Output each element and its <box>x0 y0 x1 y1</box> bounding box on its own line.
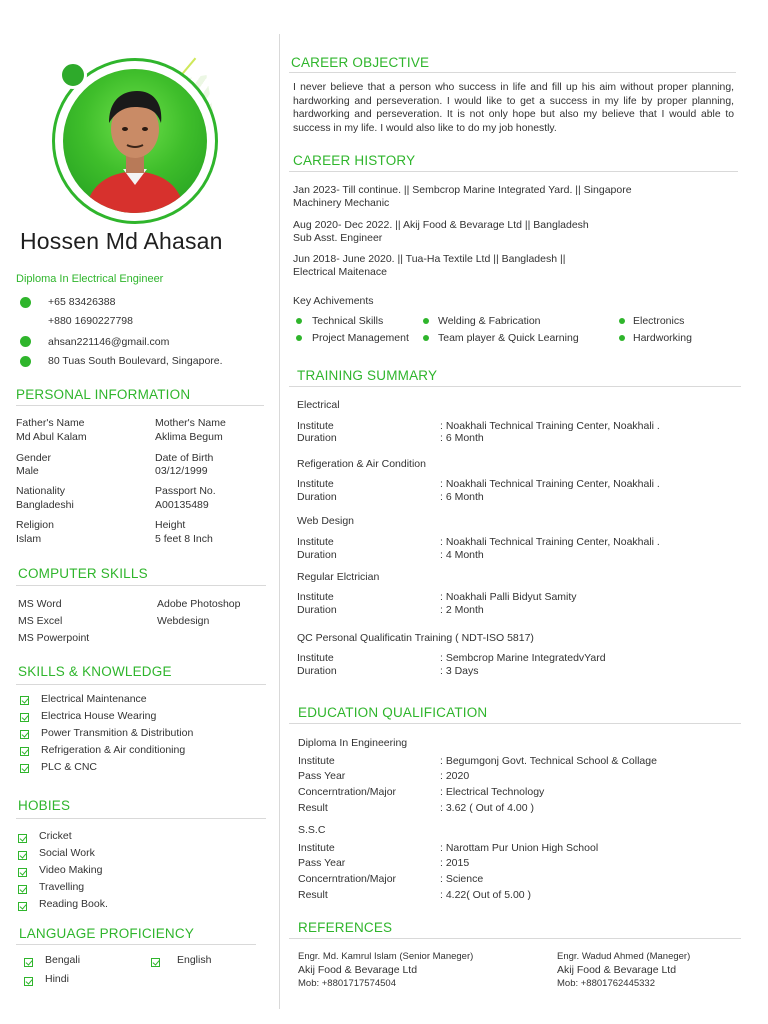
passport-label: Passport No. <box>155 485 216 497</box>
skills-title: SKILLS & KNOWLEDGE <box>18 664 172 679</box>
training-duration-label: Duration <box>297 491 337 503</box>
skill-item: Power Transmition & Distribution <box>41 727 194 739</box>
education-year-label: Pass Year <box>298 857 346 869</box>
hobies-title: HOBIES <box>18 798 71 813</box>
bullet-icon <box>296 335 302 341</box>
training-name: QC Personal Qualificatin Training ( NDT-ISO 5817) <box>297 632 534 644</box>
education-institute: : Begumgonj Govt. Technical School & Collage <box>440 755 657 767</box>
education-major-label: Concerntration/Major <box>298 873 397 885</box>
training-duration: : 3 Days <box>440 665 479 677</box>
language-item: Hindi <box>45 973 69 985</box>
section-rule <box>289 938 741 939</box>
personal-info-title: PERSONAL INFORMATION <box>16 387 191 402</box>
reference-name: Engr. Wadud Ahmed (Maneger) <box>557 951 691 962</box>
training-institute-label: Institute <box>297 478 334 490</box>
phone-secondary: +880 1690227798 <box>48 315 133 327</box>
dob-label: Date of Birth <box>155 452 214 464</box>
training-institute: : Noakhali Technical Training Center, Noakhali . <box>440 536 660 548</box>
height-value: 5 feet 8 Inch <box>155 533 213 545</box>
mother-name-value: Aklima Begum <box>155 431 223 443</box>
height-label: Height <box>155 519 186 531</box>
computer-skill-item: Webdesign <box>157 615 210 627</box>
education-result-label: Result <box>298 802 328 814</box>
references-title: REFERENCES <box>298 920 393 935</box>
objective-text: I never believe that a person who success in life and fill up his aim without proper planning, hardworking and perseveration. I would like to get a success in my life by proper planning, hardworking and perseveration. It is not only hope but also my believe that I would able to success in my life. I would also like to do my job honestly. <box>293 82 734 134</box>
hobby-item: Cricket <box>39 830 72 842</box>
father-name-value: Md Abul Kalam <box>16 431 87 443</box>
home-address: 80 Tuas South Boulevard, Singapore. <box>48 355 223 367</box>
mother-name-label: Mother's Name <box>155 417 226 429</box>
training-institute: : Sembcrop Marine IntegratedvYard <box>440 652 606 664</box>
reference-mobile: Mob: +8801762445332 <box>557 978 655 989</box>
candidate-name: Hossen Md Ahasan <box>20 228 223 254</box>
bullet-icon <box>619 335 625 341</box>
training-name: Refigeration & Air Condition <box>297 458 426 470</box>
religion-value: Islam <box>16 533 42 545</box>
education-name: S.S.C <box>298 824 326 836</box>
training-institute-label: Institute <box>297 536 334 548</box>
training-duration-label: Duration <box>297 665 337 677</box>
training-duration: : 2 Month <box>440 604 484 616</box>
job-line: Jan 2023- Till continue. || Sembcrop Marine Integrated Yard. || Singapore <box>293 184 632 196</box>
education-result-label: Result <box>298 889 328 901</box>
reference-company: Akij Food & Bevarage Ltd <box>298 964 418 976</box>
training-title: TRAINING SUMMARY <box>297 368 438 383</box>
education-result: : 4.22( Out of 5.00 ) <box>440 889 532 901</box>
job-role: Machinery Mechanic <box>293 197 390 209</box>
hobby-item: Travelling <box>39 881 85 893</box>
religion-label: Religion <box>16 519 54 531</box>
achievement-item: Team player & Quick Learning <box>438 332 579 344</box>
bullet-icon <box>423 318 429 324</box>
achievements-title: Key Achivements <box>293 295 374 307</box>
computer-skill-item: Adobe Photoshop <box>157 598 241 610</box>
history-title: CAREER HISTORY <box>293 153 416 168</box>
bullet-icon <box>423 335 429 341</box>
education-year: : 2015 <box>440 857 470 869</box>
achievement-item: Welding & Fabrication <box>438 315 541 327</box>
training-institute: : Noakhali Technical Training Center, Noakhali . <box>440 420 660 432</box>
education-title: EDUCATION QUALIFICATION <box>298 705 488 720</box>
achievement-item: Project Management <box>312 332 409 344</box>
training-name: Electrical <box>297 399 340 411</box>
achievement-item: Electronics <box>633 315 685 327</box>
hobby-item: Social Work <box>39 847 95 859</box>
nationality-label: Nationality <box>16 485 66 497</box>
training-institute: : Noakhali Technical Training Center, Noakhali . <box>440 478 660 490</box>
reference-company: Akij Food & Bevarage Ltd <box>557 964 677 976</box>
training-institute-label: Institute <box>297 420 334 432</box>
passport-value: A00135489 <box>155 499 209 511</box>
language-item: English <box>177 954 212 966</box>
training-duration: : 6 Month <box>440 491 484 503</box>
achievement-item: Technical Skills <box>312 315 384 327</box>
computer-skill-item: MS Word <box>18 598 62 610</box>
education-year-label: Pass Year <box>298 770 346 782</box>
nationality-value: Bangladeshi <box>16 499 74 511</box>
education-result: : 3.62 ( Out of 4.00 ) <box>440 802 534 814</box>
computer-skill-item: MS Excel <box>18 615 63 627</box>
language-item: Bengali <box>45 954 81 966</box>
training-duration-label: Duration <box>297 604 337 616</box>
education-major: : Science <box>440 873 484 885</box>
skill-item: PLC & CNC <box>41 761 98 773</box>
objective-title: CAREER OBJECTIVE <box>291 55 430 70</box>
training-institute-label: Institute <box>297 652 334 664</box>
education-institute: : Narottam Pur Union High School <box>440 842 599 854</box>
section-rule <box>289 72 736 73</box>
education-institute-label: Institute <box>298 755 335 767</box>
candidate-subtitle: Diploma In Electrical Engineer <box>16 273 164 285</box>
computer-skills-title: COMPUTER SKILLS <box>18 566 148 581</box>
job-line: Aug 2020- Dec 2022. || Akij Food & Bevarage Ltd || Bangladesh <box>293 219 589 231</box>
training-duration: : 4 Month <box>440 549 484 561</box>
training-name: Web Design <box>297 515 355 527</box>
training-duration-label: Duration <box>297 432 337 444</box>
section-rule <box>289 386 741 387</box>
bullet-icon <box>296 318 302 324</box>
job-role: Electrical Maitenace <box>293 266 387 278</box>
section-rule <box>289 723 741 724</box>
dob-value: 03/12/1999 <box>155 465 208 477</box>
skill-item: Electrical Maintenance <box>41 693 147 705</box>
computer-skill-item: MS Powerpoint <box>18 632 90 644</box>
gender-label: Gender <box>16 452 52 464</box>
gender-value: Male <box>16 465 39 477</box>
achievement-item: Hardworking <box>633 332 692 344</box>
email-address: ahsan221146@gmail.com <box>48 336 170 348</box>
skill-item: Electrica House Wearing <box>41 710 157 722</box>
education-institute-label: Institute <box>298 842 335 854</box>
education-year: : 2020 <box>440 770 470 782</box>
job-line: Jun 2018- June 2020. || Tua-Ha Textile Ltd || Bangladesh || <box>293 253 566 265</box>
phone-primary: +65 83426388 <box>48 296 116 308</box>
language-title: LANGUAGE PROFICIENCY <box>19 926 195 941</box>
hobby-item: Video Making <box>39 864 103 876</box>
section-rule <box>289 171 738 172</box>
education-major: : Electrical Technology <box>440 786 545 798</box>
education-name: Diploma In Engineering <box>298 737 408 749</box>
training-institute-label: Institute <box>297 591 334 603</box>
reference-name: Engr. Md. Kamrul Islam (Senior Maneger) <box>298 951 474 962</box>
father-name-label: Father's Name <box>16 417 85 429</box>
skill-item: Refrigeration & Air conditioning <box>41 744 186 756</box>
reference-mobile: Mob: +8801717574504 <box>298 978 396 989</box>
job-role: Sub Asst. Engineer <box>293 232 383 244</box>
training-duration: : 6 Month <box>440 432 484 444</box>
training-institute: : Noakhali Palli Bidyut Samity <box>440 591 577 603</box>
training-name: Regular Elctrician <box>297 571 380 583</box>
education-major-label: Concerntration/Major <box>298 786 397 798</box>
training-duration-label: Duration <box>297 549 337 561</box>
hobby-item: Reading Book. <box>39 898 108 910</box>
bullet-icon <box>619 318 625 324</box>
